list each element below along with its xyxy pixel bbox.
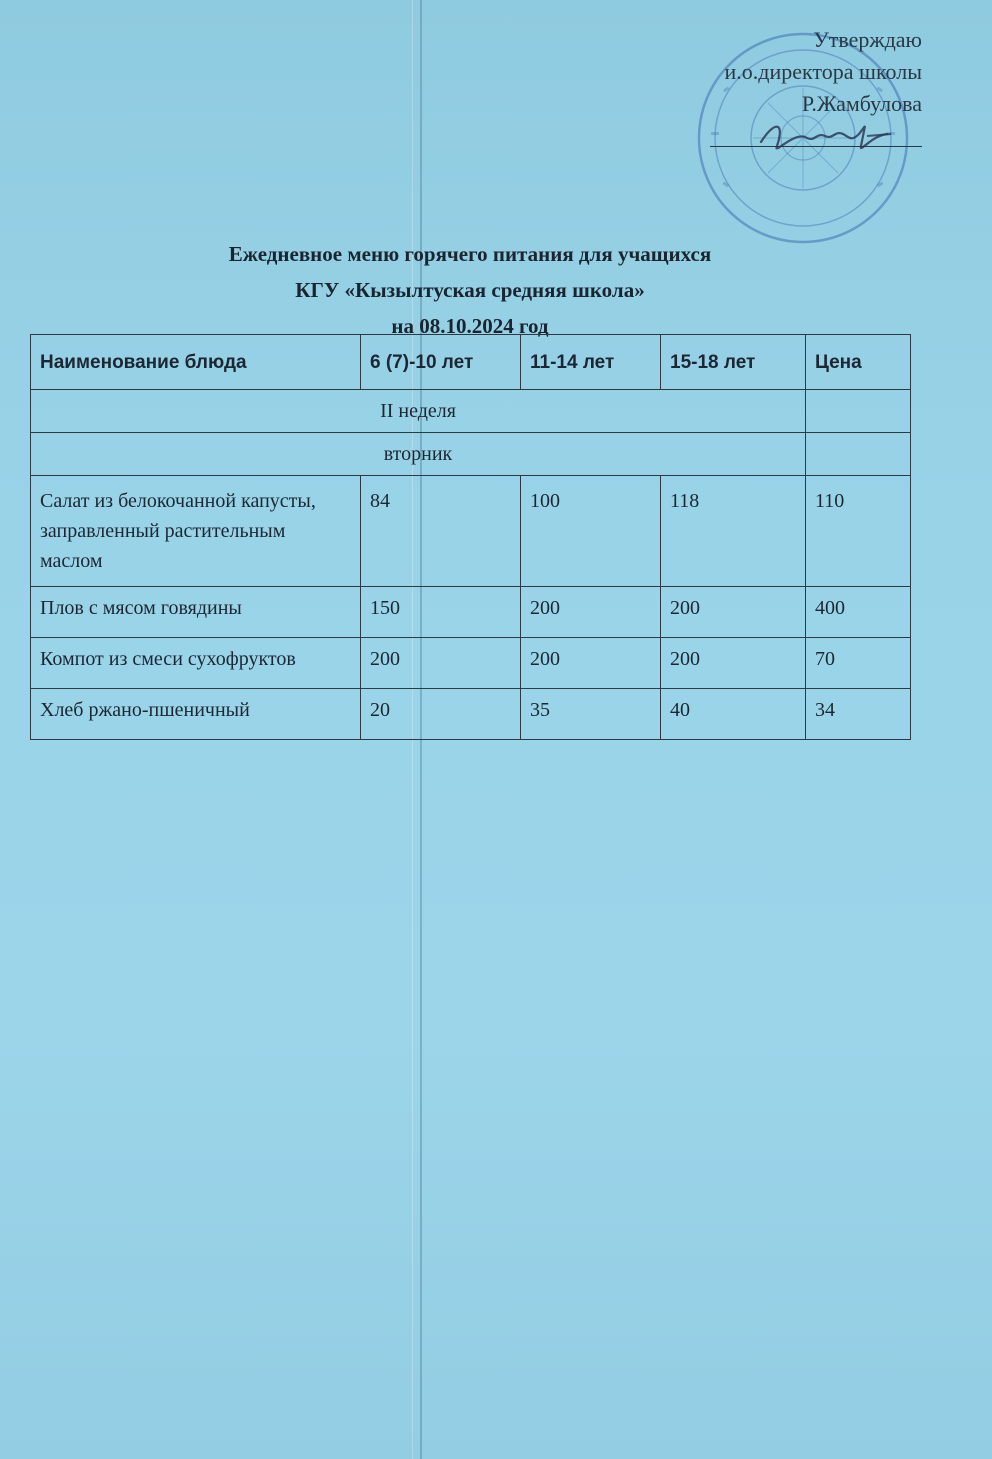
approval-approve: Утверждаю	[813, 27, 922, 52]
table-row	[31, 476, 911, 587]
portion-6-10: 20	[361, 689, 521, 740]
table-row	[31, 689, 911, 740]
title-line-2: КГУ «Кызылтуская средняя школа»	[295, 278, 645, 302]
approval-person: Р.Жамбулова	[801, 91, 922, 116]
dish-price: 70	[806, 638, 911, 689]
table-row	[31, 587, 911, 638]
dish-name: Салат из белокочанной капусты, заправленный растительным маслом	[31, 476, 361, 587]
header-price: Цена	[806, 335, 911, 390]
header-age-11-14: 11-14 лет	[521, 335, 661, 390]
day-row	[31, 433, 911, 476]
dish-price: 400	[806, 587, 911, 638]
dish-price: 34	[806, 689, 911, 740]
portion-15-18: 200	[661, 587, 806, 638]
week-label: II неделя	[31, 390, 806, 433]
approval-position: и.о.директора школы	[724, 59, 922, 84]
week-row	[31, 390, 911, 433]
header-age-6-10: 6 (7)-10 лет	[361, 335, 521, 390]
day-empty-cell	[806, 433, 911, 476]
portion-11-14: 100	[521, 476, 661, 587]
header-age-15-18: 15-18 лет	[661, 335, 806, 390]
dish-name: Плов с мясом говядины	[31, 587, 361, 638]
title-line-3: на 08.10.2024 год	[391, 314, 549, 338]
portion-6-10: 84	[361, 476, 521, 587]
portion-6-10: 150	[361, 587, 521, 638]
table-header-row	[31, 335, 911, 390]
portion-15-18: 40	[661, 689, 806, 740]
dish-price: 110	[806, 476, 911, 587]
week-empty-cell	[806, 390, 911, 433]
dish-name: Хлеб ржано-пшеничный	[31, 689, 361, 740]
document-title	[0, 236, 940, 344]
portion-15-18: 118	[661, 476, 806, 587]
header-dish-name: Наименование блюда	[31, 335, 361, 390]
portion-6-10: 200	[361, 638, 521, 689]
day-label: вторник	[31, 433, 806, 476]
dish-name: Компот из смеси сухофруктов	[31, 638, 361, 689]
approval-block	[710, 24, 922, 147]
title-line-1: Ежедневное меню горячего питания для учащихся	[228, 242, 712, 266]
portion-11-14: 200	[521, 587, 661, 638]
portion-11-14: 35	[521, 689, 661, 740]
menu-table	[30, 334, 911, 740]
signature-line	[710, 128, 922, 147]
portion-15-18: 200	[661, 638, 806, 689]
table-row	[31, 638, 911, 689]
portion-11-14: 200	[521, 638, 661, 689]
